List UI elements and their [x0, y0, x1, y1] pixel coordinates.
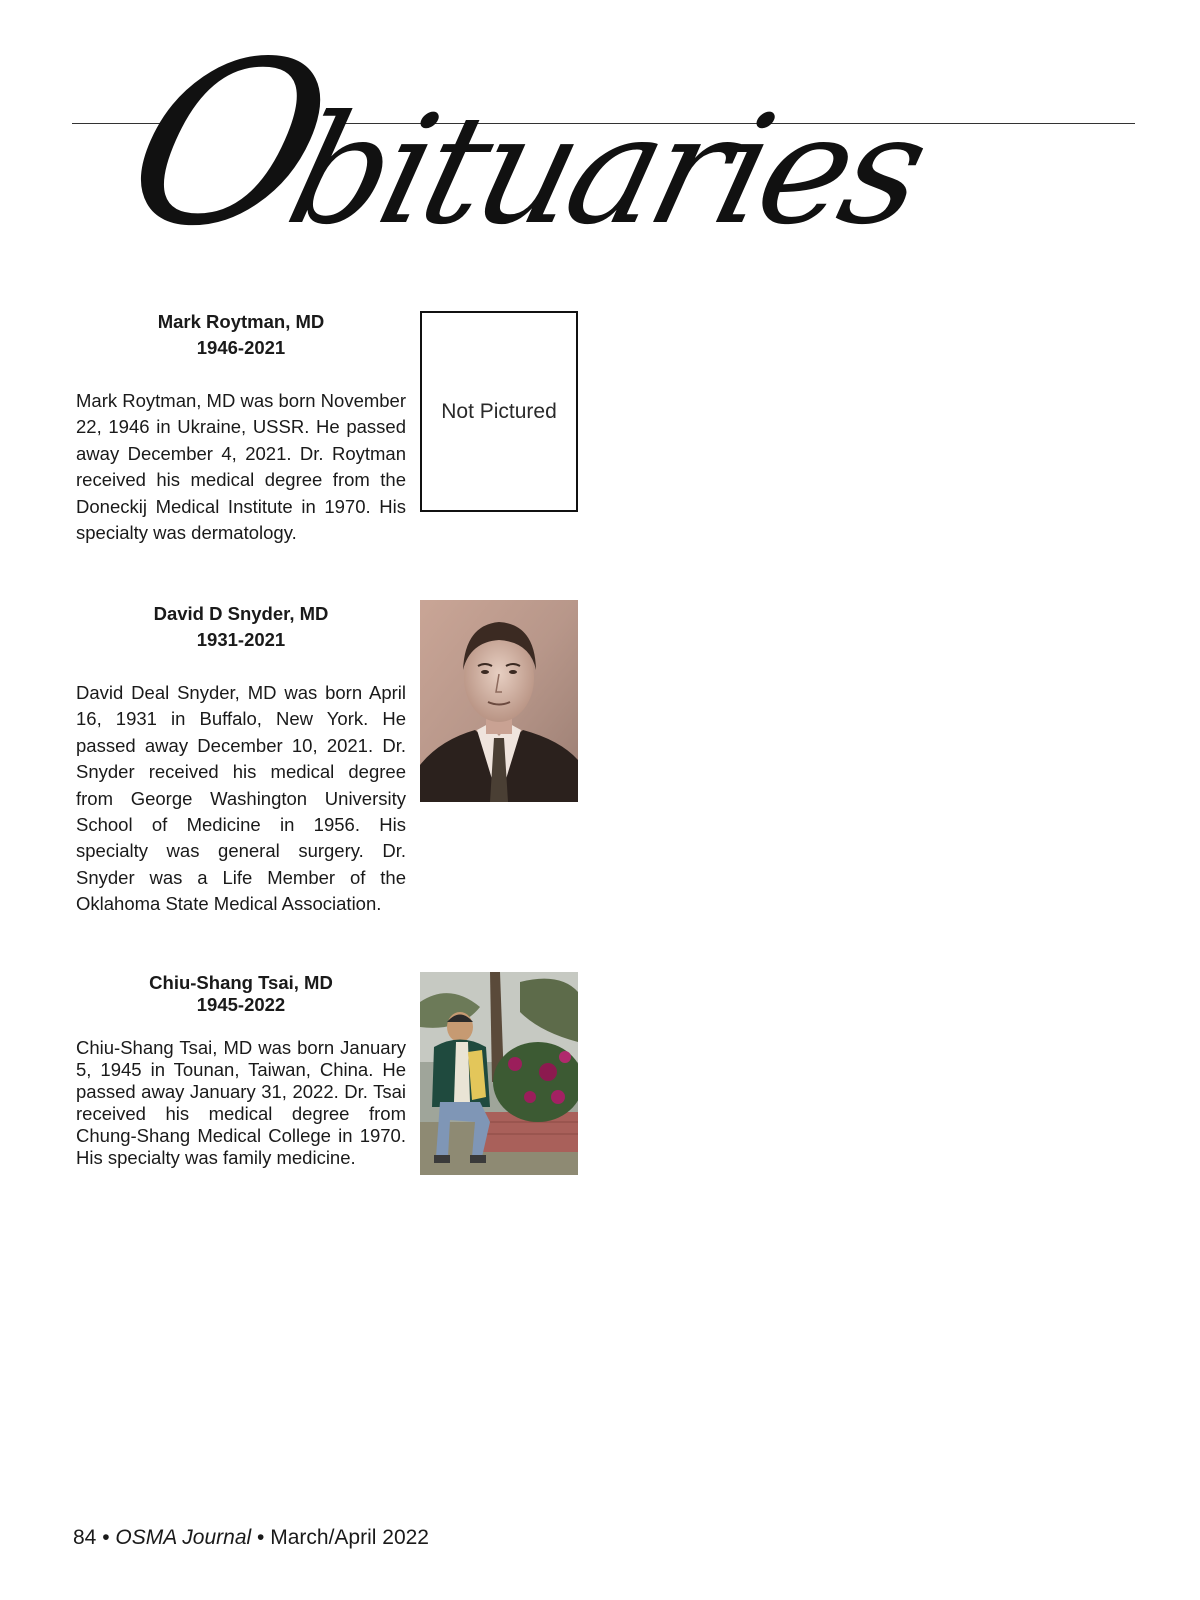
obituary-name: Chiu-Shang Tsai, MD — [149, 972, 333, 993]
page-footer — [73, 1526, 429, 1550]
not-pictured-placeholder — [420, 311, 578, 512]
footer-separator: • — [102, 1526, 110, 1549]
page-title-initial: O — [104, 14, 335, 276]
obituary-entry-snyder — [76, 601, 406, 918]
page-title — [104, 14, 939, 276]
obituary-years: 1945-2022 — [196, 994, 286, 1015]
portrait-photo-snyder-image — [420, 600, 578, 802]
footer-separator: • — [257, 1526, 265, 1549]
obituary-entry-tsai — [76, 972, 406, 1169]
obituary-body: Chiu-Shang Tsai, MD was born January 5, 1945 in Tounan, Taiwan, China. He passed away January 31, 2022. Dr. Tsai received his medical degree from Chung-Shang Medical College in 1970. His specialty was family medicine. — [76, 1037, 406, 1168]
obituary-body: David Deal Snyder, MD was born April 16, 1931 in Buffalo, New York. He passed away December 10, 2021. Dr. Snyder received his medical degree from George Washington University School of Medicine in 1956. His specialty was general surgery. Dr. Snyder was a Life Member of the Oklahoma State Medical Association. — [76, 682, 406, 915]
page-title-rest: bituaries — [273, 84, 939, 258]
portrait-photo-snyder — [420, 600, 578, 802]
obituary-name: David D Snyder, MD — [153, 603, 329, 624]
obituary-name: Mark Roytman, MD — [157, 311, 325, 332]
obituary-body: Mark Roytman, MD was born November 22, 1946 in Ukraine, USSR. He passed away December 4, 2021. Dr. Roytman received his medical degree from the Doneckij Medical Institute in 1970. His specialty was dermatology. — [76, 390, 407, 544]
not-pictured-label: Not Pictured — [441, 399, 557, 423]
journal-name: OSMA Journal — [115, 1526, 252, 1549]
portrait-photo-tsai — [420, 972, 578, 1175]
portrait-photo-tsai-image — [420, 972, 578, 1175]
page-number: 84 — [73, 1526, 97, 1549]
obituary-years: 1931-2021 — [196, 629, 286, 650]
issue-date: March/April 2022 — [270, 1526, 429, 1549]
obituary-entry-roytman — [76, 309, 406, 546]
obituary-years: 1946-2021 — [196, 337, 286, 358]
